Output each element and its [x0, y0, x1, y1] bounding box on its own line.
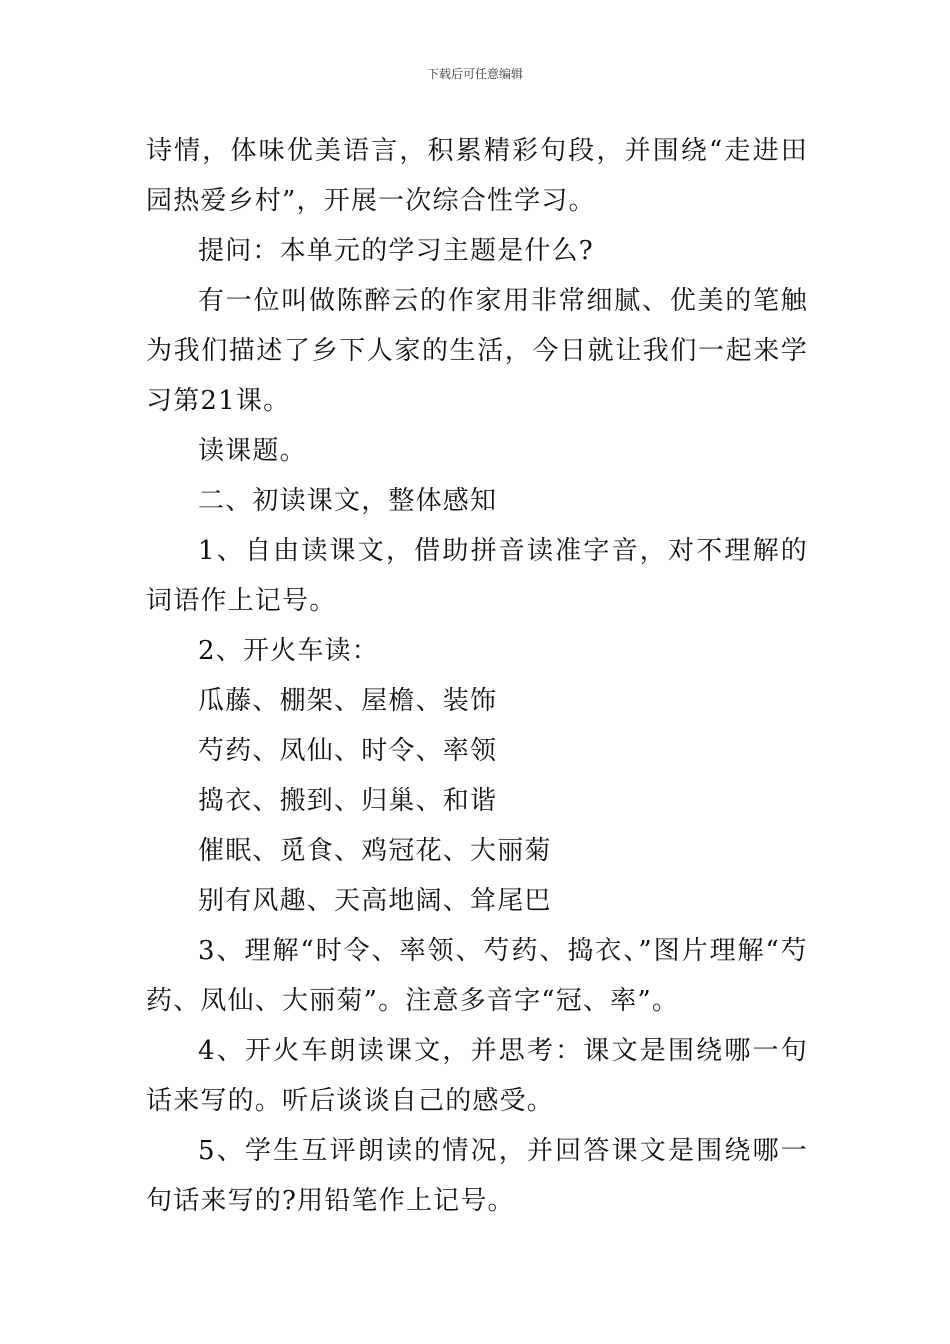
- list-item: 4、开火车朗读课文，并思考：课文是围绕哪一句话来写的。听后谈谈自己的感受。: [146, 1036, 808, 1116]
- vocabulary-line: 芍药、凤仙、时令、率领: [198, 736, 498, 766]
- paragraph-introduction: 有一位叫做陈醉云的作家用非常细腻、优美的笔触为我们描述了乡下人家的生活，今日就让我们一起来学习第21课。: [146, 286, 808, 416]
- list-item: 3、理解“时令、率领、芍药、捣衣、”图片理解“芍药、凤仙、大丽菊”。注意多音字“冠、率”。: [146, 936, 808, 1016]
- vocabulary-line: 催眠、觅食、鸡冠花、大丽菊: [198, 836, 552, 866]
- paragraph-continuation: 诗情，体味优美语言，积累精彩句段，并围绕“走进田园热爱乡村”，开展一次综合性学习。: [146, 136, 808, 216]
- paragraph-read-title: 读课题。: [198, 436, 307, 466]
- list-item: 1、自由读课文，借助拼音读准字音，对不理解的词语作上记号。: [146, 536, 808, 616]
- vocabulary-line: 瓜藤、棚架、屋檐、装饰: [198, 686, 498, 716]
- list-item: 2、开火车读：: [198, 636, 379, 666]
- vocabulary-line: 别有风趣、天高地阔、耸尾巴: [198, 886, 552, 916]
- vocabulary-line: 捣衣、搬到、归巢、和谐: [198, 786, 498, 816]
- page-header-note: 下载后可任意编辑: [426, 67, 523, 81]
- section-heading: 二、初读课文，整体感知: [198, 486, 498, 516]
- document-body: [146, 126, 808, 1226]
- paragraph-question: 提问：本单元的学习主题是什么?: [198, 236, 594, 266]
- list-item: 5、学生互评朗读的情况，并回答课文是围绕哪一句话来写的?用铅笔作上记号。: [146, 1136, 808, 1216]
